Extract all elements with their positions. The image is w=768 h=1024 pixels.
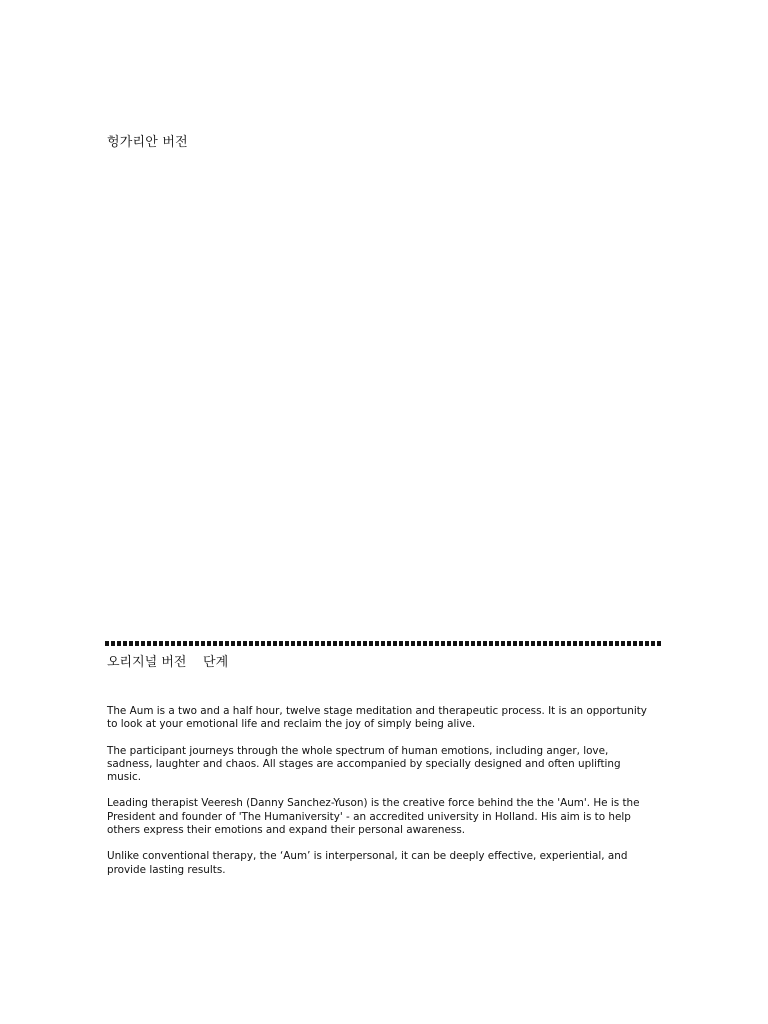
paragraph-3: Leading therapist Veeresh (Danny Sanchez-Yuson) is the creative force behind the the 'Aum'. He is the President and founder of 'The Humaniversity' - an accredited university in Holland. His aim is to help others express their emotions and expand their personal awareness. xyxy=(107,797,640,837)
section-heading: 오리지널 버전 단계 xyxy=(107,655,229,670)
top-heading: 헝가리안 버전 xyxy=(107,135,188,150)
dotted-divider xyxy=(105,641,663,646)
paragraph-4: Unlike conventional therapy, the ‘Aum’ is interpersonal, it can be deeply effective, experiential, and provide lasting results. xyxy=(107,850,628,876)
body-text xyxy=(107,705,652,890)
paragraph-1: The Aum is a two and a half hour, twelve stage meditation and therapeutic process. It is an opportunity to look at your emotional life and reclaim the joy of simply being alive. xyxy=(107,705,647,731)
paragraph-2: The participant journeys through the whole spectrum of human emotions, including anger, love, sadness, laughter and chaos. All stages are accompanied by specially designed and often uplifting music. xyxy=(107,744,621,784)
